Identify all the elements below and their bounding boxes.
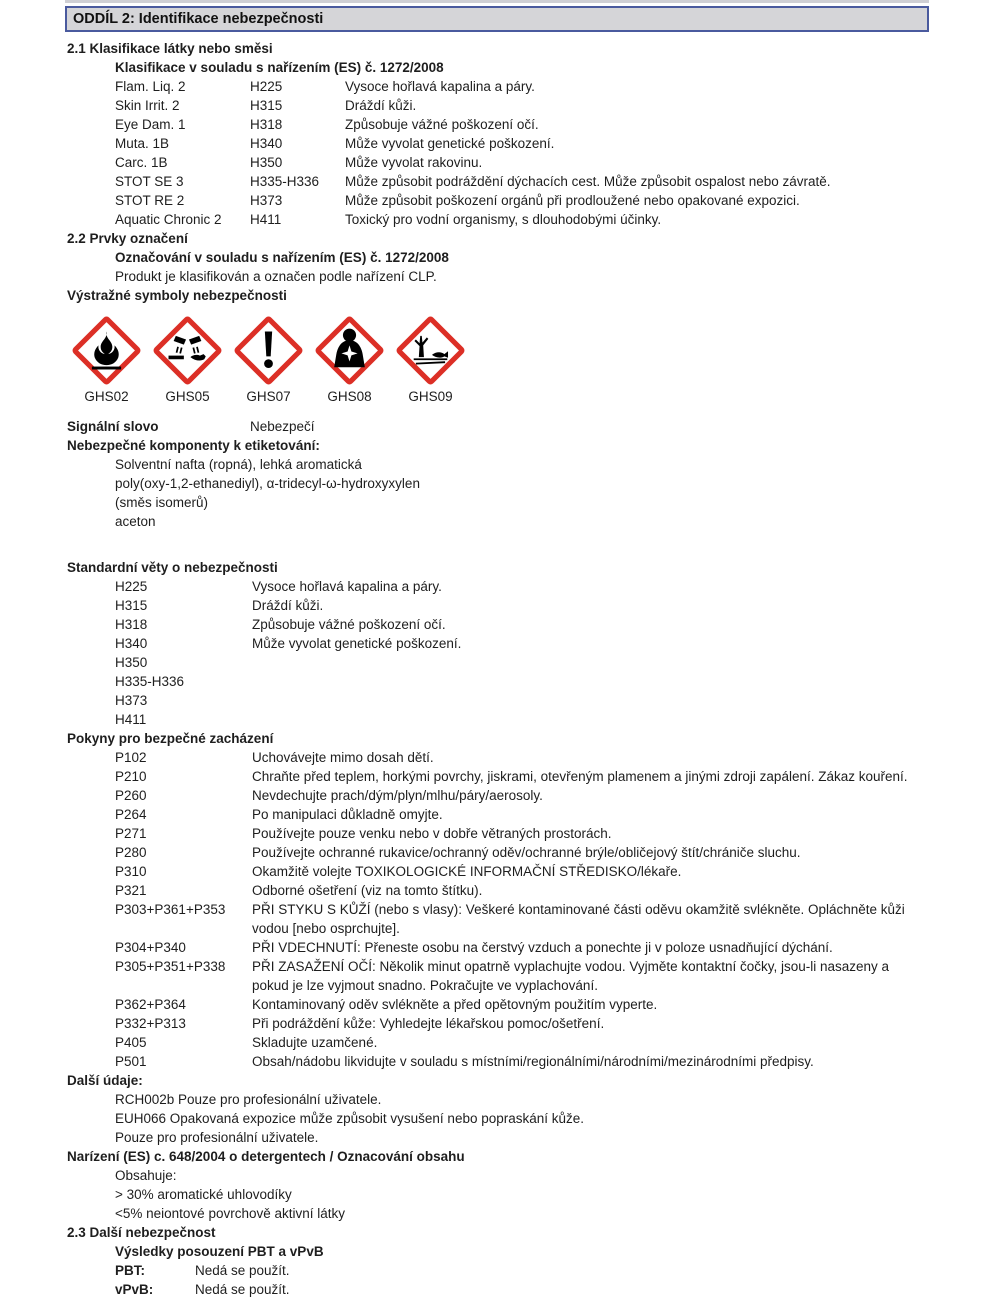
classification-row (115, 153, 927, 172)
precautionary-statement-row (115, 824, 927, 843)
precautionary-statements-table (67, 748, 927, 1071)
ghs07-label: GHS07 (246, 389, 291, 404)
p-text: Používejte ochranné rukavice/ochranný oděv/ochranné brýle/obličejový štít/chrániče sluchu. (252, 845, 801, 860)
p-text: PŘI STYKU S KŮŽÍ (nebo s vlasy): Veškeré kontaminované části oděvu okamžitě svlékněte. Opláchněte kůži vodou [nebo osprchujte]. (252, 902, 905, 936)
precautionary-statement-row (115, 881, 927, 900)
pbt-vpvb-table (67, 1261, 927, 1299)
p-code: P303+P361+P353 (115, 902, 226, 917)
hazard-class: Carc. 1B (115, 155, 168, 170)
detergent-content-list (67, 1166, 927, 1223)
hazard-components-list (67, 455, 927, 531)
classification-row (115, 191, 927, 210)
p-code: P304+P340 (115, 940, 186, 955)
classification-row (115, 77, 927, 96)
detergent-regulation-heading: Narízení (ES) c. 648/2004 o detergentech / Oznacování obsahu (67, 1149, 465, 1164)
precautionary-statement-row (115, 1033, 927, 1052)
h-text: Může vyvolat genetické poškození. (252, 636, 462, 651)
hazard-code: H350 (250, 155, 283, 170)
signal-word-label: Signální slovo (67, 419, 159, 434)
precautionary-statement-row (115, 995, 927, 1014)
hazard-components-heading: Nebezpečné komponenty k etiketování: (67, 438, 320, 453)
h-code: H373 (115, 693, 148, 708)
subsection-2-2-title: 2.2 Prvky označení (67, 231, 188, 246)
hazard-text: Způsobuje vážné poškození očí. (345, 117, 539, 132)
hazard-text: Může způsobit poškození orgánů při prodloužené nebo opakované expozici. (345, 193, 800, 208)
pbt-vpvb-heading: Výsledky posouzení PBT a vPvB (115, 1244, 324, 1259)
h-text: Způsobuje vážné poškození očí. (252, 617, 446, 632)
h-code: H335-H336 (115, 674, 185, 689)
p-code: P260 (115, 788, 147, 803)
p-code: P264 (115, 807, 147, 822)
section-header: ODDÍL 2: Identifikace nebezpečnosti (65, 6, 929, 32)
p-text: Uchovávejte mimo dosah dětí. (252, 750, 434, 765)
section-content (0, 32, 989, 1299)
h-code: H318 (115, 617, 148, 632)
hazard-statement-row (115, 634, 927, 653)
ghs08-pictogram (313, 314, 386, 405)
clp-note: Produkt je klasifikován a označen podle nařízení CLP. (115, 269, 437, 284)
precautionary-statement-row (115, 862, 927, 881)
precautionary-statement-row (115, 1052, 927, 1071)
hazard-code: H411 (250, 212, 282, 227)
hazard-code: H340 (250, 136, 283, 151)
h-text: Dráždí kůži. (252, 598, 324, 613)
h-code: H411 (115, 712, 147, 727)
hazard-component: (směs isomerů) (115, 495, 209, 510)
other-data-line: Pouze pro profesionální uživatele. (115, 1130, 319, 1145)
p-text: PŘI ZASAŽENÍ OČÍ: Několik minut opatrně vyplachujte vodou. Vyjměte kontaktní čočky, jsou-li nasazeny a pokud je lze vyjmout snadno. Pokračujte ve vyplachování. (252, 959, 890, 993)
hazard-statement-row (115, 691, 927, 710)
ghs09-label: GHS09 (408, 389, 453, 404)
classification-row (115, 96, 927, 115)
hazard-class: Flam. Liq. 2 (115, 79, 186, 94)
hazard-class: Skin Irrit. 2 (115, 98, 180, 113)
p-code: P321 (115, 883, 147, 898)
hazard-statements-heading: Standardní věty o nebezpečnosti (67, 560, 278, 575)
hazard-statement-row (115, 577, 927, 596)
precautionary-statement-row (115, 748, 927, 767)
ghs08-label: GHS08 (327, 389, 372, 404)
hazard-code: H335-H336 (250, 174, 320, 189)
classification-row (115, 134, 927, 153)
hazard-class: Muta. 1B (115, 136, 170, 151)
hazard-text: Dráždí kůži. (345, 98, 417, 113)
signal-word-value: Nebezpečí (250, 419, 315, 434)
ghs05-label: GHS05 (165, 389, 210, 404)
pbt-vpvb-label: PBT: (115, 1263, 145, 1278)
p-text: Chraňte před teplem, horkými povrchy, jiskrami, otevřeným plamenem a jinými zdroji zapálení. Zákaz kouření. (252, 769, 908, 784)
p-text: Okamžitě volejte TOXIKOLOGICKÉ INFORMAČNÍ STŘEDISKO/lékaře. (252, 864, 682, 879)
hazard-statement-row (115, 653, 927, 672)
hazard-code: H373 (250, 193, 283, 208)
top-divider (65, 0, 929, 3)
hazard-text: Vysoce hořlavá kapalina a páry. (345, 79, 535, 94)
p-text: Při podráždění kůže: Vyhledejte lékařskou pomoc/ošetření. (252, 1016, 605, 1031)
detergent-content-line: > 30% aromatické uhlovodíky (115, 1187, 292, 1202)
precautionary-statements-heading: Pokyny pro bezpečné zacházení (67, 731, 274, 746)
environment-icon (394, 314, 467, 387)
p-code: P501 (115, 1054, 147, 1069)
ghs02-label: GHS02 (84, 389, 129, 404)
hazard-symbols-heading: Výstražné symboly nebezpečnosti (67, 288, 287, 303)
hazard-text: Může vyvolat rakovinu. (345, 155, 483, 170)
h-text (252, 672, 927, 691)
pbt-vpvb-value: Nedá se použít. (195, 1263, 290, 1278)
ghs-pictogram-row (70, 314, 927, 405)
p-code: P332+P313 (115, 1016, 186, 1031)
other-data-line: EUH066 Opakovaná expozice může způsobit vysušení nebo popraskání kůže. (115, 1111, 585, 1126)
p-text: Skladujte uzamčené. (252, 1035, 378, 1050)
flame-icon (70, 314, 143, 387)
hazard-class: STOT SE 3 (115, 174, 184, 189)
h-text (252, 710, 927, 729)
hazard-component: poly(oxy-1,2-ethanediyl), α-tridecyl-ω-hydroxyxylen (115, 476, 420, 491)
classification-regulation-heading: Klasifikace v souladu s nařízením (ES) č. 1272/2008 (115, 60, 444, 75)
hazard-statement-row (115, 615, 927, 634)
signal-word-row (67, 417, 927, 436)
hazard-code: H225 (250, 79, 283, 94)
labelling-regulation-heading: Označování v souladu s nařízením (ES) č. 1272/2008 (115, 250, 449, 265)
other-data-line: RCH002b Pouze pro profesionální uživatele. (115, 1092, 382, 1107)
p-code: P305+P351+P338 (115, 959, 226, 974)
p-text: PŘI VDECHNUTÍ: Přeneste osobu na čerstvý vzduch a ponechte ji v poloze usnadňující dýchání. (252, 940, 833, 955)
pbt-vpvb-value: Nedá se použít. (195, 1282, 290, 1297)
p-text: Kontaminovaný oděv svlékněte a před opětovným použitím vyperte. (252, 997, 658, 1012)
other-data-heading: Další údaje: (67, 1073, 143, 1088)
p-text: Odborné ošetření (viz na tomto štítku). (252, 883, 483, 898)
h-text: Vysoce hořlavá kapalina a páry. (252, 579, 442, 594)
hazard-class: STOT RE 2 (115, 193, 185, 208)
hazard-component: aceton (115, 514, 156, 529)
precautionary-statement-row (115, 805, 927, 824)
precautionary-statement-row (115, 957, 927, 995)
spacer-line (67, 539, 927, 558)
p-code: P102 (115, 750, 147, 765)
hazard-class: Eye Dam. 1 (115, 117, 186, 132)
p-text: Nevdechujte prach/dým/plyn/mlhu/páry/aerosoly. (252, 788, 543, 803)
p-text: Po manipulaci důkladně omyjte. (252, 807, 443, 822)
precautionary-statement-row (115, 900, 927, 938)
spacer (67, 531, 927, 539)
corrosion-icon (151, 314, 224, 387)
hazard-statement-row (115, 710, 927, 729)
ghs09-pictogram (394, 314, 467, 405)
p-code: P210 (115, 769, 147, 784)
hazard-code: H318 (250, 117, 283, 132)
h-code: H350 (115, 655, 148, 670)
hazard-text: Může vyvolat genetické poškození. (345, 136, 555, 151)
h-text (252, 653, 927, 672)
hazard-class: Aquatic Chronic 2 (115, 212, 222, 227)
ghs05-pictogram (151, 314, 224, 405)
classification-table (67, 77, 927, 229)
subsection-2-1-title: 2.1 Klasifikace látky nebo směsi (67, 41, 273, 56)
classification-row (115, 115, 927, 134)
pbt-vpvb-row (115, 1261, 927, 1280)
p-code: P271 (115, 826, 147, 841)
h-code: H315 (115, 598, 148, 613)
p-code: P405 (115, 1035, 147, 1050)
hazard-component: Solventní nafta (ropná), lehká aromatická (115, 457, 362, 472)
p-text: Obsah/nádobu likvidujte v souladu s místními/regionálními/národními/mezinárodními předpisy. (252, 1054, 814, 1069)
precautionary-statement-row (115, 938, 927, 957)
hazard-statement-row (115, 596, 927, 615)
ghs02-pictogram (70, 314, 143, 405)
hazard-statements-table (67, 577, 927, 729)
other-data-list (67, 1090, 927, 1147)
pbt-vpvb-row (115, 1280, 927, 1299)
precautionary-statement-row (115, 786, 927, 805)
pbt-vpvb-label: vPvB: (115, 1282, 154, 1297)
p-code: P280 (115, 845, 147, 860)
p-code: P362+P364 (115, 997, 186, 1012)
hazard-code: H315 (250, 98, 283, 113)
health-hazard-icon (313, 314, 386, 387)
precautionary-statement-row (115, 1014, 927, 1033)
p-text: Používejte pouze venku nebo v dobře větraných prostorách. (252, 826, 612, 841)
classification-row (115, 172, 927, 191)
classification-row (115, 210, 927, 229)
exclamation-icon (232, 314, 305, 387)
h-code: H225 (115, 579, 148, 594)
h-text (252, 691, 927, 710)
hazard-text: Může způsobit podráždění dýchacích cest. Může způsobit ospalost nebo závratě. (345, 174, 831, 189)
detergent-content-line: <5% neiontové povrchově aktivní látky (115, 1206, 346, 1221)
ghs07-pictogram (232, 314, 305, 405)
precautionary-statement-row (115, 843, 927, 862)
subsection-2-3-title: 2.3 Další nebezpečnost (67, 1225, 216, 1240)
detergent-content-line: Obsahuje: (115, 1168, 177, 1183)
p-code: P310 (115, 864, 147, 879)
h-code: H340 (115, 636, 148, 651)
hazard-text: Toxický pro vodní organismy, s dlouhodobými účinky. (345, 212, 662, 227)
precautionary-statement-row (115, 767, 927, 786)
hazard-statement-row (115, 672, 927, 691)
